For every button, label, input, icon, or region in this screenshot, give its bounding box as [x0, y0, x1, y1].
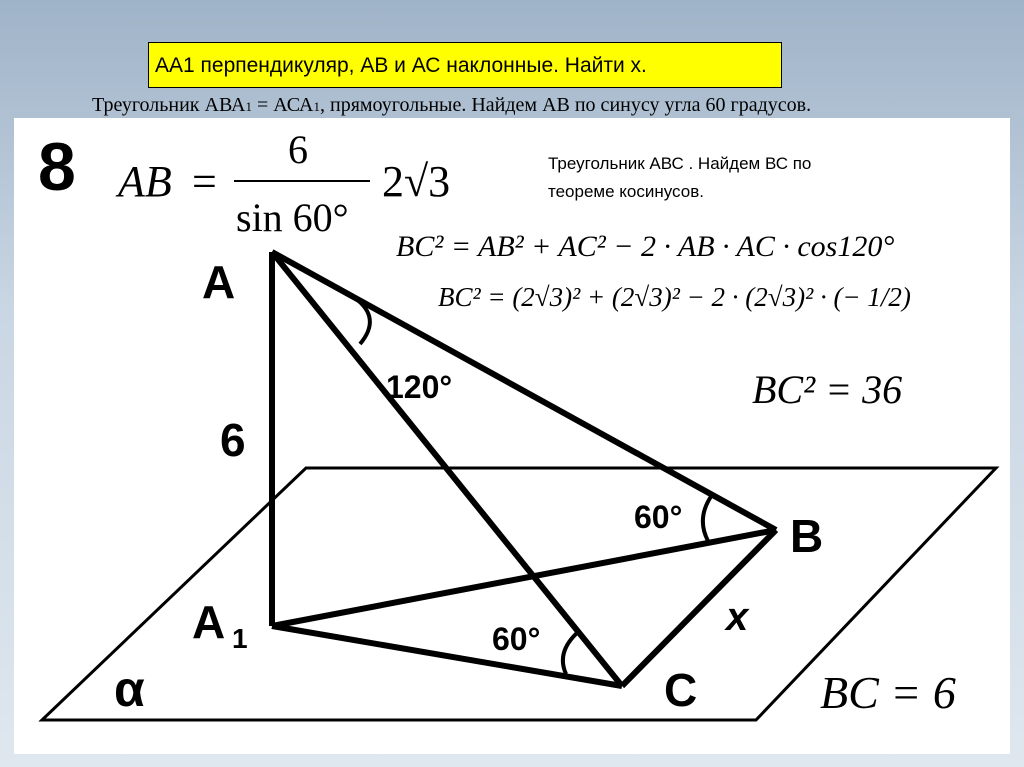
vertex-label-A: A: [202, 256, 236, 308]
substitution-formula: BC² = (2√3)² + (2√3)² − 2 · (2√3)² · (− 1/2): [438, 282, 911, 312]
law-of-cosines-formula: BC² = AB² + AC² − 2 · AB · AC · cos120°: [396, 230, 895, 263]
vertex-label-C: C: [664, 664, 698, 716]
ab-formula-equals: =: [192, 157, 217, 206]
vertex-label-A1: A: [192, 596, 226, 648]
cosine-law-note: Треугольник АВС . Найдем ВС по теореме косинусов.: [548, 154, 812, 201]
plane-label-alpha: α: [114, 661, 145, 717]
problem-number: 8: [38, 129, 76, 205]
vertex-label-B: B: [790, 510, 824, 562]
plane-alpha: [42, 468, 996, 720]
problem-statement: АА1 перпендикуляр, АВ и АС наклонные. Найти х.: [148, 42, 782, 88]
vertex-label-A1-subscript: 1: [232, 623, 248, 654]
side-label-BC: x: [726, 595, 749, 639]
ab-formula-lhs: AB: [118, 157, 172, 206]
angle-label-C: 60°: [492, 621, 541, 657]
angle-label-B: 60°: [634, 499, 683, 535]
subtitle-middle: = АСА: [251, 94, 314, 116]
subtitle-suffix: , прямоугольные. Найдем АВ по синусу угла 60 градусов.: [319, 94, 812, 116]
angle-arc-C: [563, 632, 578, 674]
edge-A1-B: [272, 530, 776, 626]
subtitle-sub2: 1: [313, 99, 320, 114]
side-label-AA1: 6: [220, 414, 246, 466]
subtitle-sub1: 1: [245, 99, 252, 114]
ab-formula-denominator: sin 60°: [236, 195, 349, 240]
angle-arc-B: [703, 495, 712, 541]
ab-formula-result: 2√3: [382, 157, 451, 206]
edge-A-B: [272, 252, 776, 530]
bc-squared-result: BC² = 36: [752, 367, 903, 412]
ab-formula-numerator: 6: [288, 127, 308, 172]
edge-A1-C: [272, 626, 622, 686]
subtitle-prefix: Треугольник АВА: [92, 94, 246, 116]
angle-label-A: 120°: [386, 369, 453, 405]
bc-result: BC = 6: [820, 667, 956, 718]
